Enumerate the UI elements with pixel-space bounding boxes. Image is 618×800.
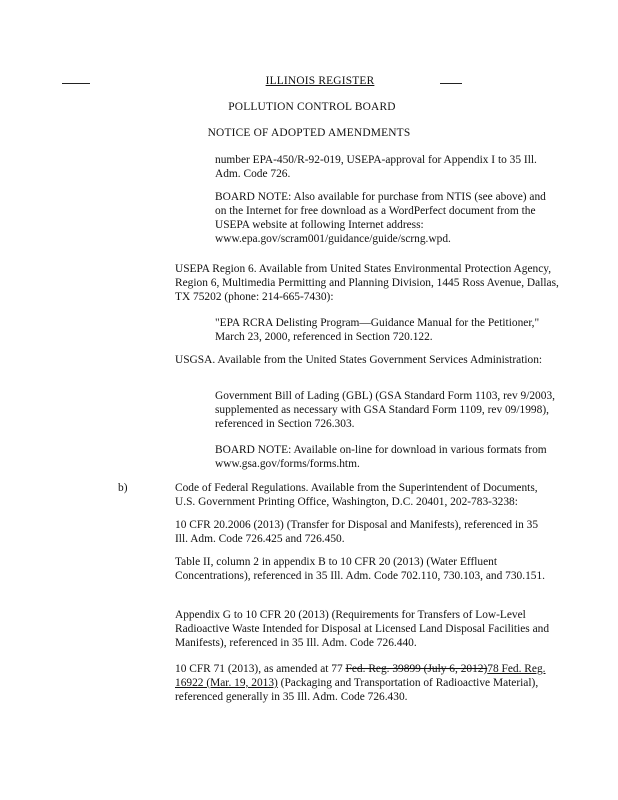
register-title: ILLINOIS REGISTER [265, 75, 375, 87]
cfr71-deleted-citation: Fed. Reg. 39899 (July 6, 2012) [345, 663, 488, 675]
notice-title: NOTICE OF ADOPTED AMENDMENTS [207, 127, 411, 139]
paragraph-gbl: Government Bill of Lading (GBL) (GSA Standard Form 1103, rev 9/2003, supplemented as necessary with GSA Standard Form 1109, rev 09/1998), referenced in Section 726.303. [215, 390, 555, 430]
paragraph-10cfr-71 [175, 662, 553, 704]
paragraph-appendix-g: Appendix G to 10 CFR 20 (2013) (Requirements for Transfers of Low-Level Radioactive Waste Intended for Disposal at Licensed Land Disposal Facilities and Manifests), referenced in 35 Ill. Adm. Code 726.440. [175, 609, 550, 649]
paragraph-epa-number: number EPA-450/R-92-019, USEPA-approval for Appendix I to 35 Ill. Adm. Code 726. [215, 154, 537, 180]
board-title: POLLUTION CONTROL BOARD [228, 101, 396, 113]
paragraph-rcra-delisting: "EPA RCRA Delisting Program—Guidance Manual for the Petitioner," March 23, 2000, referenced in Section 720.122. [215, 317, 540, 343]
cfr71-text-end: (Packaging and Transportation of Radioactive Material), referenced generally in 35 Ill. Adm. Code 726.430. [175, 677, 539, 703]
paragraph-board-note-gsa: BOARD NOTE: Available on-line for download in various formats from www.gsa.gov/forms/forms.htm. [215, 444, 547, 470]
paragraph-10cfr-20-2006: 10 CFR 20.2006 (2013) (Transfer for Disposal and Manifests), referenced in 35 Ill. Adm. Code 726.425 and 726.450. [175, 519, 539, 545]
section-label-b: b) [118, 482, 128, 494]
paragraph-board-note-ntis: BOARD NOTE: Also available for purchase from NTIS (see above) and on the Internet for free download as a WordPerfect document from the USEPA website at following Internet address: www.epa.gov/scram001/guidance/guide/scrng.wpd. [215, 191, 546, 245]
paragraph-usgsa: USGSA. Available from the United States Government Services Administration: [175, 354, 543, 366]
paragraph-table-ii: Table II, column 2 in appendix B to 10 CFR 20 (2013) (Water Effluent Concentrations), referenced in 35 Ill. Adm. Code 702.110, 730.103, and 730.151. [175, 556, 546, 582]
paragraph-cfr: Code of Federal Regulations. Available from the Superintendent of Documents, U.S. Government Printing Office, Washington, D.C. 20401, 202-783-3238: [175, 482, 538, 508]
cfr71-text-start: 10 CFR 71 (2013), as amended at 77 [175, 663, 346, 675]
cfr71-added-citation: 78 Fed. Reg. 16922 (Mar. 19, 2013) [175, 663, 546, 689]
paragraph-usepa-region6: USEPA Region 6. Available from United States Environmental Protection Agency, Region 6, Multimedia Permitting and Planning Division, 1445 Ross Avenue, Dallas, TX 75202 (phone: 214-665-7430): [175, 263, 559, 303]
